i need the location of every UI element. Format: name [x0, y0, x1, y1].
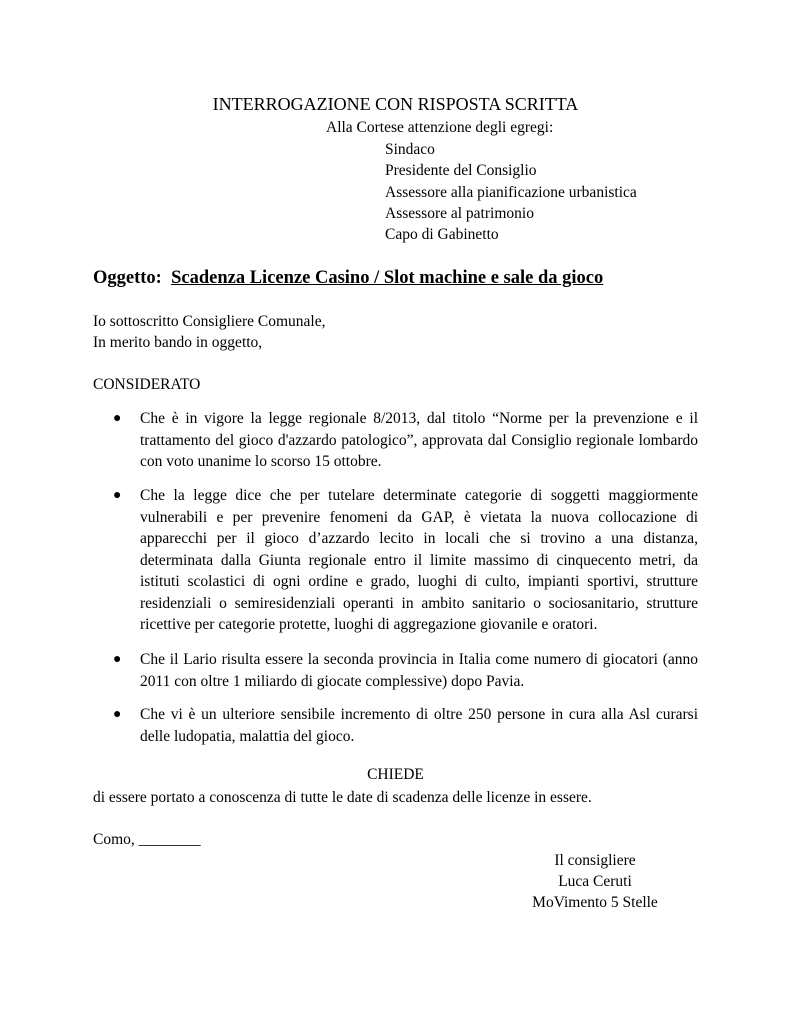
subject-label: Oggetto:	[93, 268, 162, 288]
signature-name: Luca Ceruti	[558, 873, 632, 890]
chiede-text: di essere portato a conoscenza di tutte le date di scadenza delle licenze in essere.	[93, 789, 592, 806]
signature-party: MoVimento 5 Stelle	[532, 894, 658, 911]
subject-line	[93, 268, 603, 289]
bullet-icon: ●	[113, 411, 122, 426]
addressee-presidente: Presidente del Consiglio	[385, 162, 537, 179]
considerato-item-4: Che vi è un ulteriore sensibile incremento di oltre 250 persone in cura alla Asl curarsi delle ludopatia, malattia del gioco.	[140, 706, 698, 745]
place-date: Como, ________	[93, 831, 201, 848]
considerato-heading: CONSIDERATO	[93, 376, 201, 393]
opening-line-1: Io sottoscritto Consigliere Comunale,	[93, 313, 326, 330]
considerato-item-2: Che la legge dice che per tutelare determinate categorie di soggetti maggiormente vulnerabili e per prevenire fenomeni da GAP, è vietata la nuova collocazione di apparecchi per il gioco d’azzardo lecito in locali che si trovino a una distanza, determinata dalla Giunta regionale entro il limite massimo di cinquecento metri, da istituti scolastici di ogni ordine e grado, luoghi di culto, impianti sportivi, strutture residenziali o semiresidenziali operanti in ambito sanitario o sociosanitario, strutture ricettive per categorie protette, luoghi di aggregazione giovanile e oratori.	[140, 487, 698, 633]
addressee-capo-gabinetto: Capo di Gabinetto	[385, 226, 499, 243]
considerato-item-3: Che il Lario risulta essere la seconda provincia in Italia come numero di giocatori (anno 2011 con oltre 1 miliardo di giocate complessive) dopo Pavia.	[140, 651, 698, 690]
chiede-heading: CHIEDE	[367, 766, 424, 783]
bullet-icon: ●	[113, 652, 122, 667]
bullet-icon: ●	[113, 488, 122, 503]
bullet-icon: ●	[113, 707, 122, 722]
opening-line-2: In merito bando in oggetto,	[93, 334, 263, 351]
addressee-assessore-patrimonio: Assessore al patrimonio	[385, 205, 534, 222]
subject-text: Scadenza Licenze Casino / Slot machine e sale da gioco	[171, 268, 604, 288]
considerato-item-1: Che è in vigore la legge regionale 8/2013, dal titolo “Norme per la prevenzione e il trattamento del gioco d'azzardo patologico”, approvata dal Consiglio regionale lombardo con voto unanime lo scorso 15 ottobre.	[140, 410, 698, 470]
addressee-assessore-urbanistica: Assessore alla pianificazione urbanistica	[385, 184, 637, 201]
signature-role: Il consigliere	[554, 852, 636, 869]
attention-intro: Alla Cortese attenzione degli egregi:	[326, 119, 554, 136]
document-title: INTERROGAZIONE CON RISPOSTA SCRITTA	[212, 94, 579, 114]
addressee-sindaco: Sindaco	[385, 141, 435, 158]
